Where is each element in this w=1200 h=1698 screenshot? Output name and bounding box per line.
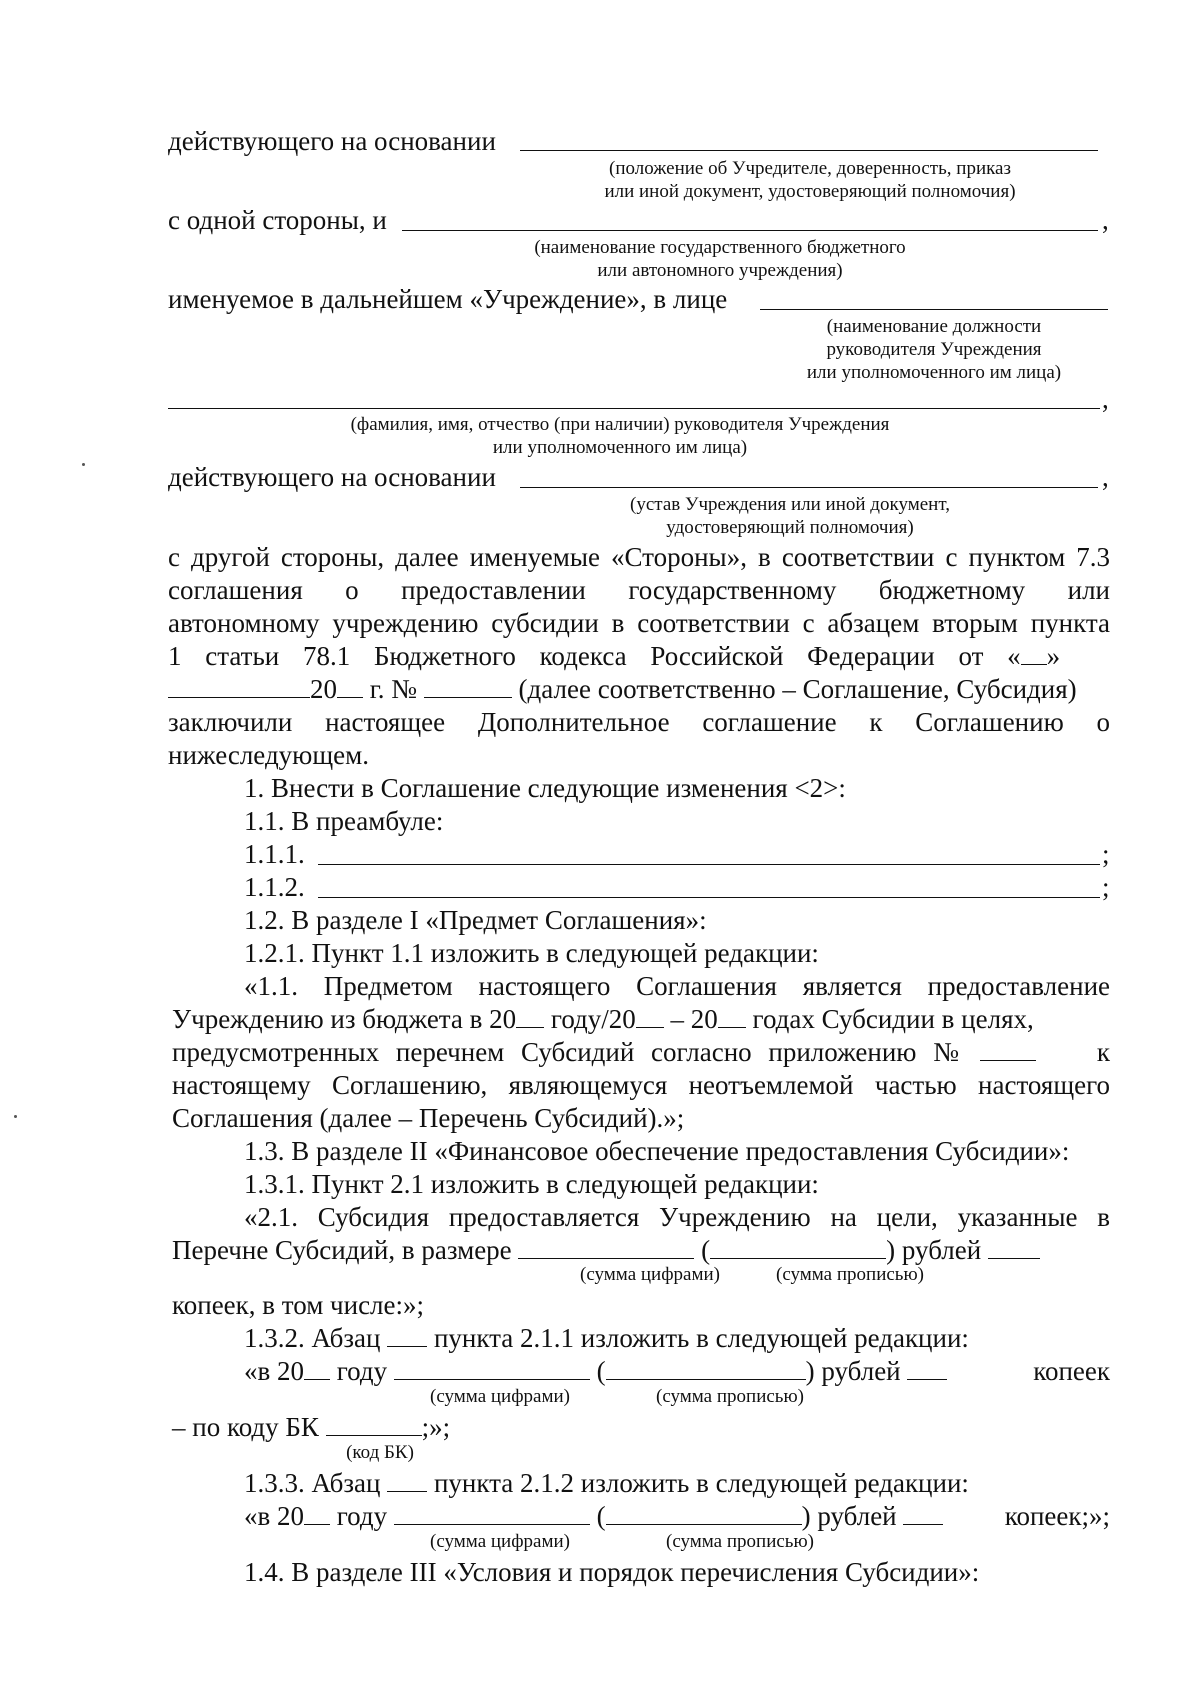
year-blank[interactable] <box>516 1003 544 1028</box>
month-blank[interactable] <box>168 673 310 698</box>
kopeks-blank[interactable] <box>907 1355 947 1380</box>
paragraph-line: автономному учреждению субсидии в соответствии с абзацем вторым пункта <box>168 608 1110 638</box>
bk-code-hint: (код БК) <box>346 1442 414 1463</box>
paragraph-number-blank[interactable] <box>387 1467 427 1492</box>
comma: , <box>1102 205 1109 235</box>
basis-hint-2: или иной документ, удостоверяющий полномочия) <box>604 181 1016 202</box>
paragraph-line: 20 г. № (далее соответственно – Соглашение, Субсидия) <box>168 672 1077 706</box>
institution-hint-1: (наименование государственного бюджетного <box>534 237 906 258</box>
position-hint-3: или уполномоченного им лица) <box>806 362 1062 383</box>
charter-hint-1: (устав Учреждения или иной документ, <box>630 494 950 515</box>
paragraph-line: «1.1. Предметом настоящего Соглашения является предоставление <box>244 971 1110 1001</box>
item-1-4: 1.4. В разделе III «Условия и порядок перечисления Субсидии»: <box>244 1557 980 1587</box>
amount-words-blank[interactable] <box>606 1500 802 1525</box>
semicolon: ; <box>1102 872 1110 902</box>
institution-hint-2: или автономного учреждения) <box>597 260 843 281</box>
item-1-3-1: 1.3.1. Пункт 2.1 изложить в следующей редакции: <box>244 1169 819 1199</box>
year-blank[interactable] <box>718 1003 746 1028</box>
digits-hint: (сумма цифрами) <box>430 1386 570 1407</box>
amount-digits-blank[interactable] <box>394 1355 590 1380</box>
year-blank[interactable] <box>337 673 363 698</box>
named-label: именуемое в дальнейшем «Учреждение», в лице <box>168 284 728 314</box>
paragraph-line: нижеследующем. <box>168 740 369 770</box>
item-1-3-3: 1.3.3. Абзац пункта 2.1.2 изложить в следующей редакции: <box>244 1468 969 1498</box>
paragraph-line: Перечне Субсидий, в размере ( ) рублей <box>172 1233 1110 1267</box>
paragraph-line: – по коду БК ;»; <box>172 1412 451 1442</box>
paragraph-line: 1 статьи 78.1 Бюджетного кодекса Российской Федерации от « » <box>168 641 1061 671</box>
year-blank[interactable] <box>304 1500 330 1525</box>
paragraph-line: Учреждению из бюджета в 20 году/20 – 20 годах Субсидии в целях, <box>172 1004 1034 1034</box>
item-1-2-1: 1.2.1. Пункт 1.1 изложить в следующей редакции: <box>244 938 819 968</box>
item-1-3: 1.3. В разделе II «Финансовое обеспечение предоставления Субсидии»: <box>244 1136 1070 1166</box>
amount-words-blank[interactable] <box>606 1355 806 1380</box>
amount-words-blank[interactable] <box>710 1234 886 1259</box>
item-1-1-1: 1.1.1. <box>244 839 305 869</box>
scan-speck <box>82 463 85 466</box>
institution-blank-line[interactable] <box>402 230 1098 231</box>
fio-hint-2: или уполномоченного им лица) <box>492 437 748 458</box>
fio-hint-1: (фамилия, имя, отчество (при наличии) руководителя Учреждения <box>350 414 890 435</box>
position-hint-2: руководителя Учреждения <box>826 339 1042 360</box>
day-blank[interactable] <box>1021 640 1047 665</box>
appendix-number-blank[interactable] <box>980 1036 1036 1061</box>
item-1: 1. Внести в Соглашение следующие изменения <2>: <box>244 773 846 803</box>
comma: , <box>1102 384 1109 414</box>
one-side-label: с одной стороны, и <box>168 205 387 235</box>
basis-blank-line[interactable] <box>520 150 1098 151</box>
digits-hint: (сумма цифрами) <box>430 1531 570 1552</box>
amount-digits-blank[interactable] <box>518 1234 694 1259</box>
paragraph-line: заключили настоящее Дополнительное соглашение к Соглашению о <box>168 707 1110 737</box>
basis-label: действующего на основании <box>168 126 496 156</box>
paragraph-line: копеек, в том числе:»; <box>172 1290 425 1320</box>
amount-digits-blank[interactable] <box>394 1500 590 1525</box>
charter-hint-2: удостоверяющий полномочия) <box>666 517 914 538</box>
paragraph-line: с другой стороны, далее именуемые «Стороны», в соответствии с пунктом 7.3 <box>168 542 1110 572</box>
words-hint: (сумма прописью) <box>656 1386 804 1407</box>
position-hint-1: (наименование должности <box>826 316 1042 337</box>
item-1-1-1-blank[interactable] <box>318 864 1100 865</box>
year-blank[interactable] <box>636 1003 664 1028</box>
item-1-1: 1.1. В преамбуле: <box>244 806 444 836</box>
digits-hint: (сумма цифрами) <box>580 1264 720 1285</box>
paragraph-line: «в 20 году ( ) рублей копеек <box>244 1356 1110 1386</box>
paragraph-line: Соглашения (далее – Перечень Субсидий).»; <box>172 1103 685 1133</box>
semicolon: ; <box>1102 839 1110 869</box>
kopeks-blank[interactable] <box>988 1234 1040 1259</box>
basis-label-2: действующего на основании <box>168 462 496 492</box>
paragraph-line: предусмотренных перечнем Субсидий согласно приложению № к <box>172 1037 1110 1067</box>
paragraph-line: «2.1. Субсидия предоставляется Учреждению на цели, указанные в <box>244 1202 1110 1232</box>
fio-blank-line[interactable] <box>168 408 1100 409</box>
charter-blank-line[interactable] <box>520 487 1098 488</box>
position-blank-line[interactable] <box>760 309 1108 310</box>
year-blank[interactable] <box>304 1355 330 1380</box>
item-1-1-2-blank[interactable] <box>318 897 1100 898</box>
number-blank[interactable] <box>424 673 512 698</box>
words-hint: (сумма прописью) <box>776 1264 924 1285</box>
basis-hint-1: (положение об Учредителе, доверенность, приказ <box>609 158 1011 179</box>
paragraph-line: настоящему Соглашению, являющемуся неотъемлемой частью настоящего <box>172 1070 1110 1100</box>
scan-speck <box>14 1115 17 1118</box>
words-hint: (сумма прописью) <box>666 1531 814 1552</box>
kopeks-blank[interactable] <box>903 1500 943 1525</box>
item-1-1-2: 1.1.2. <box>244 872 305 902</box>
comma: , <box>1102 462 1109 492</box>
bk-code-blank[interactable] <box>326 1411 422 1436</box>
item-1-2: 1.2. В разделе I «Предмет Соглашения»: <box>244 905 707 935</box>
paragraph-line: соглашения о предоставлении государственному бюджетному или <box>168 575 1110 605</box>
item-1-3-2: 1.3.2. Абзац пункта 2.1.1 изложить в следующей редакции: <box>244 1323 969 1353</box>
paragraph-number-blank[interactable] <box>387 1322 427 1347</box>
paragraph-line: «в 20 году ( ) рублей копеек;»; <box>244 1501 1110 1531</box>
